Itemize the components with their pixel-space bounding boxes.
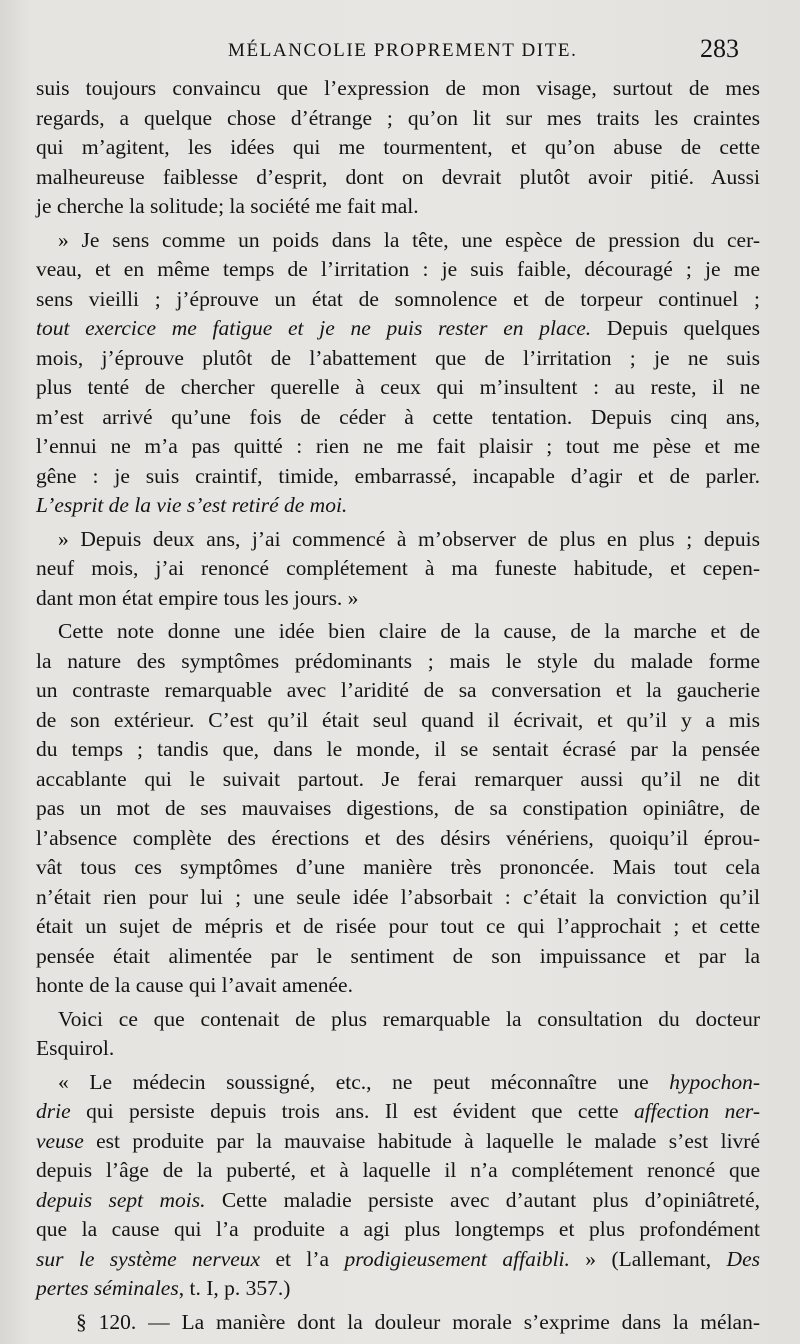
text-segment: et l’a: [260, 1246, 345, 1271]
text-segment: Cette maladie persiste avec d’autant plus d’opiniâtreté,: [205, 1187, 760, 1212]
text-segment: « Le médecin soussigné, etc., ne peut méconnaître une: [58, 1069, 670, 1094]
text-segment: Voici ce que contenait de plus remarquable la consultation du docteur: [58, 1006, 760, 1031]
italic-text: affection ner-: [633, 1099, 760, 1123]
text-line: [36, 554, 760, 584]
italic-text: drie: [36, 1099, 71, 1123]
text-line: [36, 192, 760, 222]
text-line: [36, 1215, 760, 1245]
text-line: [36, 824, 760, 854]
text-segment: » (Lallemant,: [569, 1246, 727, 1271]
text-line: [36, 1005, 760, 1035]
text-line: [36, 1274, 760, 1304]
text-line: [36, 1308, 760, 1338]
text-segment: la nature des symptômes prédominants ; mais le style du malade forme: [36, 648, 760, 673]
text-line: [36, 133, 760, 163]
italic-text: Des: [726, 1246, 760, 1271]
running-head-title: MÉLANCOLIE PROPREMENT DITE.: [228, 40, 578, 61]
text-segment: qui m’agitent, les idées qui me tourmentent, et qu’on abuse de cette: [36, 135, 760, 159]
italic-text: hypochon-: [669, 1069, 760, 1094]
text-segment: m’est arrivé qu’une fois de céder à cette tentation. Depuis cinq ans,: [36, 404, 760, 429]
text-line: [36, 706, 760, 736]
text-segment: pas un mot de ses mauvaises digestions, de sa constipation opiniâtre, de: [36, 796, 760, 820]
text-line: [36, 285, 760, 315]
text-line: [36, 104, 760, 134]
text-segment: accablante qui le suivait partout. Je ferai remarquer aussi qu’il ne dit: [36, 766, 760, 791]
text-segment: de son extérieur. C’est qu’il était seul quand il écrivait, et qu’il y a mis: [36, 707, 760, 732]
text-segment: regards, a quelque chose d’étrange ; qu’on lit sur mes traits les craintes: [36, 105, 760, 130]
text-line: [36, 883, 760, 913]
text-segment: qui persiste depuis trois ans. Il est évident que cette: [70, 1099, 634, 1123]
text-line: [36, 255, 760, 285]
text-segment: du temps ; tandis que, dans le monde, il se sentait écrasé par la pensée: [36, 737, 760, 761]
text-line: [36, 971, 760, 1001]
italic-text: veuse: [36, 1128, 84, 1153]
text-line: [36, 1068, 760, 1098]
text-segment: plus tenté de chercher querelle à ceux qui m’insultent : au reste, il ne: [36, 375, 760, 399]
text-segment: je cherche la solitude; la société me fait mal.: [36, 194, 419, 218]
italic-text: L’esprit de la vie s’est retiré de moi.: [36, 493, 348, 517]
running-head: [0, 34, 800, 68]
text-line: [36, 942, 760, 972]
text-segment: l’ennui ne m’a pas quitté : rien ne me fait plaisir ; tout me pèse et me: [36, 434, 760, 458]
text-line: [36, 1034, 760, 1064]
text-line: [36, 617, 760, 647]
text-line: [36, 74, 760, 104]
text-segment: depuis l’âge de la puberté, et à laquelle il n’a complétement renoncé que: [36, 1158, 760, 1182]
text-line: [36, 462, 760, 492]
text-line: [36, 314, 760, 344]
italic-text: depuis sept mois.: [36, 1187, 206, 1212]
text-line: [36, 226, 760, 256]
text-segment: dant mon état empire tous les jours. »: [36, 585, 359, 610]
text-segment: neuf mois, j’ai renoncé complétement à ma funeste habitude, et cepen-: [36, 556, 760, 580]
italic-text: prodigieusement affaibli.: [344, 1246, 570, 1271]
text-segment: veau, et en même temps de l’irritation : je suis faible, découragé ; je me: [36, 257, 760, 281]
text-segment: § 120. — La manière dont la douleur morale s’exprime dans la mélan-: [76, 1309, 760, 1334]
text-line: [36, 794, 760, 824]
text-segment: gêne : je suis craintif, timide, embarrassé, incapable d’agir et de parler.: [36, 463, 760, 488]
text-line: [36, 403, 760, 433]
text-segment: suis toujours convaincu que l’expression de mon visage, surtout de mes: [36, 76, 760, 100]
text-segment: pensée était alimentée par le sentiment de son impuissance et par la: [36, 943, 760, 968]
text-segment: était un sujet de mépris et de risée pour tout ce qui l’approchait ; et cette: [36, 914, 760, 938]
text-line: [36, 912, 760, 942]
text-line: [36, 344, 760, 374]
text-line: [36, 1156, 760, 1186]
text-segment: l’absence complète des érections et des désirs vénériens, quoiqu’il éprou-: [36, 825, 760, 850]
text-line: [36, 1245, 760, 1275]
text-line: [36, 676, 760, 706]
text-segment: sens vieilli ; j’éprouve un état de somnolence et de torpeur continuel ;: [36, 286, 760, 311]
text-line: [36, 491, 760, 521]
text-line: [36, 1186, 760, 1216]
text-line: [36, 735, 760, 765]
text-line: [36, 1097, 760, 1127]
text-segment: Cette note donne une idée bien claire de la cause, de la marche et de: [58, 619, 760, 643]
page-number: 283: [700, 34, 739, 63]
text-segment: malheureuse faiblesse d’esprit, dont on devrait plutôt avoir pitié. Aussi: [36, 164, 760, 189]
text-segment: Depuis quelques: [591, 316, 760, 340]
text-segment: vât tous ces symptômes d’une manière très prononcée. Mais tout cela: [36, 855, 760, 879]
text-segment: , t. I, p. 357.): [178, 1276, 291, 1300]
text-line: [36, 1127, 760, 1157]
text-segment: mois, j’éprouve plutôt de l’abattement que de l’irritation ; je ne suis: [36, 345, 760, 370]
text-line: [36, 584, 760, 614]
italic-text: pertes séminales: [36, 1276, 179, 1300]
text-line: [36, 373, 760, 403]
text-line: [36, 765, 760, 795]
text-line: [36, 163, 760, 193]
text-line: [36, 647, 760, 677]
text-segment: est produite par la mauvaise habitude à laquelle le malade s’est livré: [83, 1128, 760, 1153]
text-segment: » Je sens comme un poids dans la tête, une espèce de pression du cer-: [58, 227, 760, 252]
text-segment: un contraste remarquable avec l’aridité de sa conversation et la gaucherie: [36, 678, 760, 702]
text-segment: n’était rien pour lui ; une seule idée l’absorbait : c’était la conviction qu’il: [36, 884, 760, 909]
italic-text: sur le système nerveux: [36, 1246, 261, 1271]
text-line: [36, 853, 760, 883]
text-line: [36, 525, 760, 555]
body-text: [36, 74, 760, 1337]
text-segment: Esquirol.: [36, 1036, 115, 1060]
text-line: [36, 432, 760, 462]
text-segment: que la cause qui l’a produite a agi plus longtemps et plus profondément: [36, 1217, 760, 1241]
italic-text: tout exercice me fatigue et je ne puis rester en place.: [36, 316, 592, 340]
text-segment: honte de la cause qui l’avait amenée.: [36, 973, 353, 997]
text-segment: » Depuis deux ans, j’ai commencé à m’observer de plus en plus ; depuis: [58, 526, 760, 551]
